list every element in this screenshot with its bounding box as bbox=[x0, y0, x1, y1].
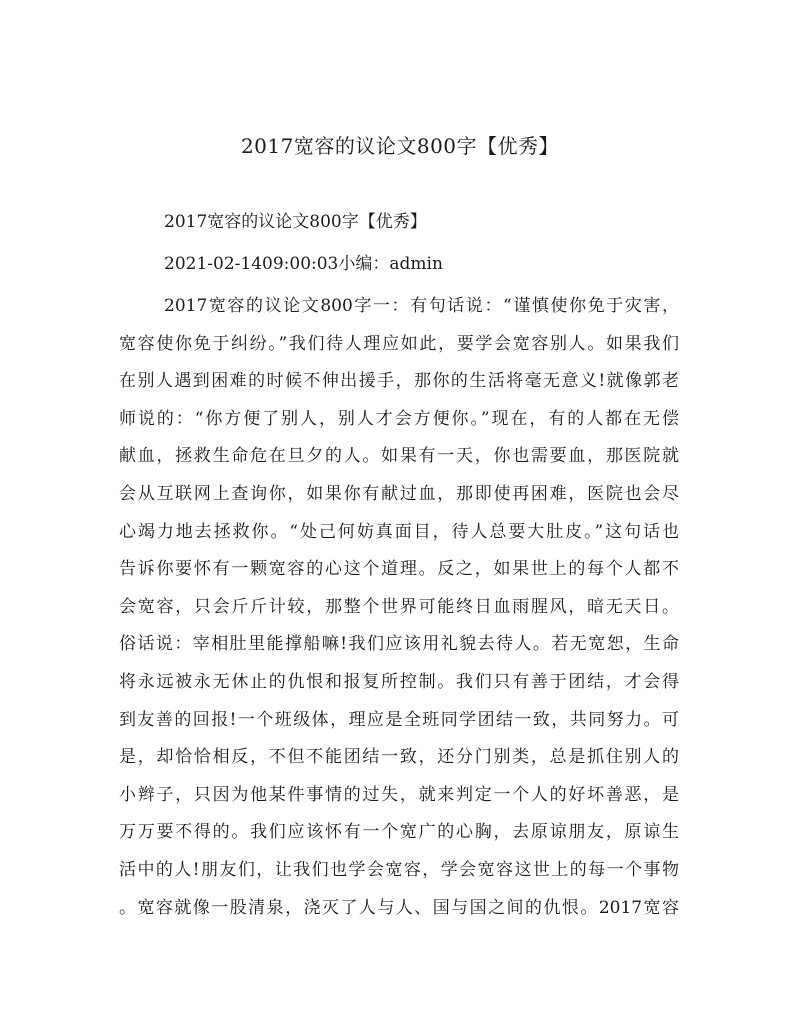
body-line: 万万要不得的。我们应该怀有一个宽广的心胸，去原谅朋友，原谅生 bbox=[119, 822, 679, 843]
body-line: 是，却恰恰相反，不但不能团结一致，还分门别类，总是抓住别人的 bbox=[119, 747, 679, 768]
body-line: 宽容使你免于纠纷。”我们待人理应如此，要学会宽容别人。如果我们 bbox=[119, 333, 679, 354]
document-subtitle: 2017宽容的议论文800字【优秀】 bbox=[164, 212, 427, 232]
body-line: 在别人遇到困难的时候不伸出援手，那你的生活将毫无意义!就像郭老 bbox=[119, 371, 679, 392]
body-line: 会宽容，只会斤斤计较，那整个世界可能终日血雨腥风，暗无天日。 bbox=[119, 596, 679, 617]
body-line: 到友善的回报!一个班级体，理应是全班同学团结一致，共同努力。可 bbox=[119, 709, 679, 730]
body-line: 会从互联网上查询你，如果你有献过血，那即使再困难，医院也会尽 bbox=[119, 483, 679, 504]
body-line: 。宽容就像一股清泉，浇灭了人与人、国与国之间的仇恨。2017宽容 bbox=[119, 897, 679, 918]
body-line: 心竭力地去拯救你。“处己何妨真面目，待人总要大肚皮。”这句话也 bbox=[119, 521, 679, 542]
body-line: 将永远被永无休止的仇恨和报复所控制。我们只有善于团结，才会得 bbox=[119, 671, 679, 692]
body-line: 献血，拯救生命危在旦夕的人。如果有一天，你也需要血，那医院就 bbox=[119, 446, 679, 467]
body-line: 告诉你要怀有一颗宽容的心这个道理。反之，如果世上的每个人都不 bbox=[119, 559, 679, 580]
body-line: 俗话说：宰相肚里能撑船嘛!我们应该用礼貌去待人。若无宽恕，生命 bbox=[119, 634, 679, 655]
body-line: 2017宽容的议论文800字一：有句话说：“谨慎使你免于灾害， bbox=[164, 296, 679, 316]
date-and-editor: 2021-02-1409:00:03小编：admin bbox=[164, 254, 443, 274]
body-line: 小辫子，只因为他某件事情的过失，就来判定一个人的好坏善恶，是 bbox=[119, 784, 679, 805]
body-line: 活中的人!朋友们，让我们也学会宽容，学会宽容这世上的每一个事物 bbox=[119, 859, 679, 880]
body-line: 师说的：“你方便了别人，别人才会方便你。”现在，有的人都在无偿 bbox=[119, 408, 679, 429]
body-paragraph bbox=[119, 288, 679, 927]
document-title: 2017宽容的议论文800字【优秀】 bbox=[240, 134, 560, 158]
